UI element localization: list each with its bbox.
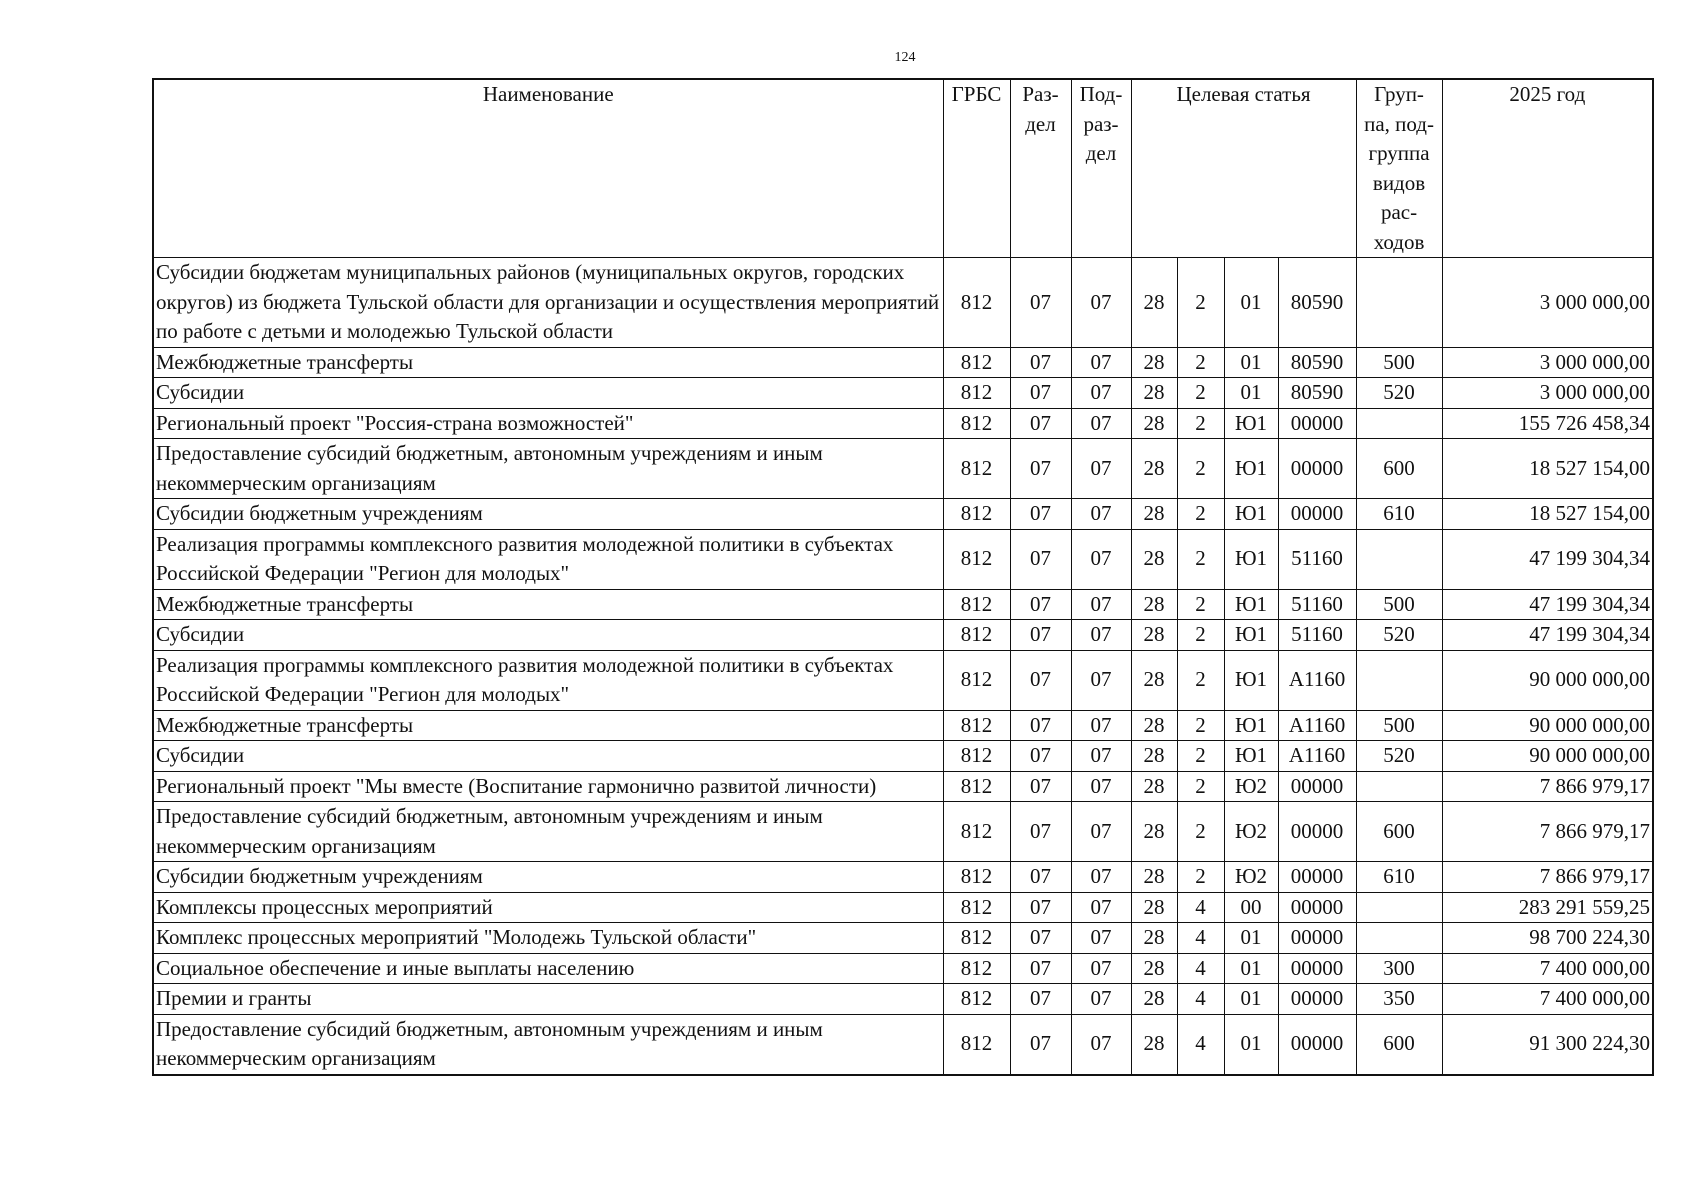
cell-amount: 3 000 000,00 xyxy=(1442,258,1653,348)
cell-target-type: 4 xyxy=(1177,923,1224,954)
cell-amount: 7 866 979,17 xyxy=(1442,771,1653,802)
cell-target-type: 4 xyxy=(1177,892,1224,923)
cell-target-type: 2 xyxy=(1177,741,1224,772)
cell-target-structure: 01 xyxy=(1224,923,1278,954)
cell-target-direction: 00000 xyxy=(1278,862,1356,893)
cell-target-program: 28 xyxy=(1131,347,1177,378)
cell-amount: 47 199 304,34 xyxy=(1442,620,1653,651)
cell-grbs: 812 xyxy=(943,589,1010,620)
cell-target-type: 2 xyxy=(1177,802,1224,862)
table-body xyxy=(153,258,1653,1075)
cell-target-program: 28 xyxy=(1131,589,1177,620)
cell-expense-group: 600 xyxy=(1356,439,1442,499)
cell-podrazdel: 07 xyxy=(1071,771,1131,802)
cell-target-direction: А1160 xyxy=(1278,741,1356,772)
header-target-article: Целевая статья xyxy=(1131,79,1356,258)
cell-razdel: 07 xyxy=(1010,802,1071,862)
cell-target-direction: 00000 xyxy=(1278,953,1356,984)
cell-target-program: 28 xyxy=(1131,1014,1177,1075)
cell-target-structure: Ю1 xyxy=(1224,499,1278,530)
cell-expense-group: 600 xyxy=(1356,802,1442,862)
table-row xyxy=(153,439,1653,499)
cell-razdel: 07 xyxy=(1010,741,1071,772)
cell-target-direction: 80590 xyxy=(1278,258,1356,348)
cell-target-program: 28 xyxy=(1131,923,1177,954)
cell-grbs: 812 xyxy=(943,499,1010,530)
table-row xyxy=(153,378,1653,409)
cell-target-program: 28 xyxy=(1131,408,1177,439)
header-year: 2025 год xyxy=(1442,79,1653,258)
cell-target-structure: 01 xyxy=(1224,258,1278,348)
cell-podrazdel: 07 xyxy=(1071,258,1131,348)
header-razdel: Раз- дел xyxy=(1010,79,1071,258)
cell-grbs: 812 xyxy=(943,741,1010,772)
cell-amount: 90 000 000,00 xyxy=(1442,710,1653,741)
cell-name: Реализация программы комплексного развития молодежной политики в субъектах Российской Федерации "Регион для молодых" xyxy=(153,650,943,710)
cell-grbs: 812 xyxy=(943,439,1010,499)
cell-podrazdel: 07 xyxy=(1071,892,1131,923)
cell-name: Субсидии бюджетам муниципальных районов (муниципальных округов, городских округов) из бюджета Тульской области для организации и осуществления мероприятий по работе с детьми и молодежью Тульской области xyxy=(153,258,943,348)
cell-target-type: 2 xyxy=(1177,347,1224,378)
cell-name: Субсидии бюджетным учреждениям xyxy=(153,862,943,893)
cell-target-structure: Ю1 xyxy=(1224,529,1278,589)
table-row xyxy=(153,529,1653,589)
cell-amount: 7 866 979,17 xyxy=(1442,802,1653,862)
budget-table xyxy=(152,78,1654,1076)
cell-target-type: 2 xyxy=(1177,258,1224,348)
cell-razdel: 07 xyxy=(1010,589,1071,620)
cell-razdel: 07 xyxy=(1010,984,1071,1015)
table-row xyxy=(153,620,1653,651)
cell-target-structure: Ю1 xyxy=(1224,439,1278,499)
cell-target-structure: 01 xyxy=(1224,1014,1278,1075)
cell-grbs: 812 xyxy=(943,650,1010,710)
cell-target-direction: 00000 xyxy=(1278,984,1356,1015)
cell-podrazdel: 07 xyxy=(1071,439,1131,499)
cell-target-program: 28 xyxy=(1131,802,1177,862)
cell-target-direction: 00000 xyxy=(1278,499,1356,530)
cell-grbs: 812 xyxy=(943,862,1010,893)
cell-target-direction: 00000 xyxy=(1278,1014,1356,1075)
cell-expense-group xyxy=(1356,923,1442,954)
cell-razdel: 07 xyxy=(1010,347,1071,378)
cell-podrazdel: 07 xyxy=(1071,741,1131,772)
cell-amount: 7 400 000,00 xyxy=(1442,953,1653,984)
table-row xyxy=(153,953,1653,984)
cell-target-structure: 01 xyxy=(1224,953,1278,984)
cell-grbs: 812 xyxy=(943,1014,1010,1075)
cell-target-program: 28 xyxy=(1131,439,1177,499)
table-row xyxy=(153,771,1653,802)
cell-amount: 47 199 304,34 xyxy=(1442,529,1653,589)
cell-name: Межбюджетные трансферты xyxy=(153,347,943,378)
cell-amount: 155 726 458,34 xyxy=(1442,408,1653,439)
table-row xyxy=(153,499,1653,530)
cell-target-program: 28 xyxy=(1131,620,1177,651)
cell-expense-group xyxy=(1356,650,1442,710)
cell-grbs: 812 xyxy=(943,408,1010,439)
page-number: 124 xyxy=(894,50,916,65)
cell-expense-group: 520 xyxy=(1356,620,1442,651)
cell-target-type: 2 xyxy=(1177,862,1224,893)
cell-podrazdel: 07 xyxy=(1071,862,1131,893)
cell-target-direction: 00000 xyxy=(1278,923,1356,954)
cell-amount: 90 000 000,00 xyxy=(1442,650,1653,710)
cell-target-type: 4 xyxy=(1177,1014,1224,1075)
cell-target-structure: Ю2 xyxy=(1224,802,1278,862)
cell-target-direction: 80590 xyxy=(1278,378,1356,409)
cell-target-direction: 00000 xyxy=(1278,439,1356,499)
cell-target-program: 28 xyxy=(1131,741,1177,772)
cell-grbs: 812 xyxy=(943,347,1010,378)
table-row xyxy=(153,923,1653,954)
cell-name: Субсидии xyxy=(153,620,943,651)
cell-expense-group: 500 xyxy=(1356,710,1442,741)
cell-expense-group: 520 xyxy=(1356,741,1442,772)
cell-target-direction: 00000 xyxy=(1278,892,1356,923)
cell-expense-group xyxy=(1356,529,1442,589)
cell-target-type: 2 xyxy=(1177,589,1224,620)
cell-name: Премии и гранты xyxy=(153,984,943,1015)
cell-target-structure: 00 xyxy=(1224,892,1278,923)
cell-name: Комплексы процессных мероприятий xyxy=(153,892,943,923)
cell-grbs: 812 xyxy=(943,620,1010,651)
cell-grbs: 812 xyxy=(943,710,1010,741)
cell-target-type: 2 xyxy=(1177,620,1224,651)
cell-expense-group xyxy=(1356,408,1442,439)
cell-target-direction: 80590 xyxy=(1278,347,1356,378)
cell-podrazdel: 07 xyxy=(1071,347,1131,378)
cell-expense-group: 500 xyxy=(1356,589,1442,620)
header-expense-group: Груп- па, под- группа видов рас- ходов xyxy=(1356,79,1442,258)
cell-target-structure: 01 xyxy=(1224,378,1278,409)
cell-grbs: 812 xyxy=(943,923,1010,954)
cell-target-program: 28 xyxy=(1131,892,1177,923)
cell-amount: 18 527 154,00 xyxy=(1442,499,1653,530)
cell-amount: 7 866 979,17 xyxy=(1442,862,1653,893)
cell-name: Комплекс процессных мероприятий "Молодежь Тульской области" xyxy=(153,923,943,954)
cell-razdel: 07 xyxy=(1010,923,1071,954)
cell-target-program: 28 xyxy=(1131,650,1177,710)
header-name: Наименование xyxy=(153,79,943,258)
cell-target-type: 2 xyxy=(1177,710,1224,741)
cell-target-program: 28 xyxy=(1131,710,1177,741)
cell-podrazdel: 07 xyxy=(1071,589,1131,620)
cell-name: Реализация программы комплексного развития молодежной политики в субъектах Российской Федерации "Регион для молодых" xyxy=(153,529,943,589)
cell-razdel: 07 xyxy=(1010,258,1071,348)
table-row xyxy=(153,862,1653,893)
cell-expense-group: 600 xyxy=(1356,1014,1442,1075)
cell-target-program: 28 xyxy=(1131,529,1177,589)
cell-target-type: 2 xyxy=(1177,439,1224,499)
cell-razdel: 07 xyxy=(1010,1014,1071,1075)
table-row xyxy=(153,741,1653,772)
cell-target-type: 2 xyxy=(1177,378,1224,409)
cell-grbs: 812 xyxy=(943,771,1010,802)
cell-target-structure: Ю1 xyxy=(1224,741,1278,772)
cell-target-direction: 51160 xyxy=(1278,529,1356,589)
cell-expense-group: 520 xyxy=(1356,378,1442,409)
table-row xyxy=(153,589,1653,620)
cell-target-type: 2 xyxy=(1177,408,1224,439)
table-row xyxy=(153,892,1653,923)
cell-razdel: 07 xyxy=(1010,650,1071,710)
table-row xyxy=(153,710,1653,741)
cell-target-structure: Ю2 xyxy=(1224,862,1278,893)
cell-razdel: 07 xyxy=(1010,862,1071,893)
cell-razdel: 07 xyxy=(1010,439,1071,499)
cell-target-type: 2 xyxy=(1177,771,1224,802)
cell-grbs: 812 xyxy=(943,802,1010,862)
cell-razdel: 07 xyxy=(1010,710,1071,741)
cell-grbs: 812 xyxy=(943,892,1010,923)
cell-expense-group xyxy=(1356,892,1442,923)
table-row xyxy=(153,258,1653,348)
table-row xyxy=(153,802,1653,862)
cell-razdel: 07 xyxy=(1010,408,1071,439)
cell-name: Предоставление субсидий бюджетным, автономным учреждениям и иным некоммерческим организациям xyxy=(153,1014,943,1075)
cell-grbs: 812 xyxy=(943,258,1010,348)
cell-razdel: 07 xyxy=(1010,499,1071,530)
cell-podrazdel: 07 xyxy=(1071,620,1131,651)
cell-name: Региональный проект "Мы вместе (Воспитание гармонично развитой личности) xyxy=(153,771,943,802)
cell-podrazdel: 07 xyxy=(1071,710,1131,741)
cell-name: Субсидии xyxy=(153,741,943,772)
table-header-row xyxy=(153,79,1653,258)
cell-target-type: 4 xyxy=(1177,953,1224,984)
cell-target-direction: А1160 xyxy=(1278,650,1356,710)
cell-grbs: 812 xyxy=(943,984,1010,1015)
header-grbs: ГРБС xyxy=(943,79,1010,258)
cell-name: Субсидии бюджетным учреждениям xyxy=(153,499,943,530)
cell-razdel: 07 xyxy=(1010,771,1071,802)
cell-grbs: 812 xyxy=(943,378,1010,409)
cell-name: Предоставление субсидий бюджетным, автономным учреждениям и иным некоммерческим организациям xyxy=(153,439,943,499)
cell-razdel: 07 xyxy=(1010,529,1071,589)
cell-razdel: 07 xyxy=(1010,953,1071,984)
cell-target-direction: А1160 xyxy=(1278,710,1356,741)
cell-name: Предоставление субсидий бюджетным, автономным учреждениям и иным некоммерческим организациям xyxy=(153,802,943,862)
table-row xyxy=(153,984,1653,1015)
cell-name: Региональный проект "Россия-страна возможностей" xyxy=(153,408,943,439)
cell-target-structure: 01 xyxy=(1224,347,1278,378)
cell-target-structure: Ю1 xyxy=(1224,650,1278,710)
cell-razdel: 07 xyxy=(1010,378,1071,409)
cell-target-program: 28 xyxy=(1131,378,1177,409)
cell-target-program: 28 xyxy=(1131,499,1177,530)
table-row xyxy=(153,650,1653,710)
cell-expense-group xyxy=(1356,771,1442,802)
cell-target-program: 28 xyxy=(1131,984,1177,1015)
cell-expense-group: 610 xyxy=(1356,862,1442,893)
cell-amount: 3 000 000,00 xyxy=(1442,378,1653,409)
cell-amount: 90 000 000,00 xyxy=(1442,741,1653,772)
cell-target-type: 4 xyxy=(1177,984,1224,1015)
cell-target-direction: 00000 xyxy=(1278,408,1356,439)
cell-razdel: 07 xyxy=(1010,620,1071,651)
cell-expense-group: 300 xyxy=(1356,953,1442,984)
cell-amount: 18 527 154,00 xyxy=(1442,439,1653,499)
cell-target-structure: Ю2 xyxy=(1224,771,1278,802)
cell-target-type: 2 xyxy=(1177,650,1224,710)
cell-podrazdel: 07 xyxy=(1071,1014,1131,1075)
cell-target-program: 28 xyxy=(1131,862,1177,893)
cell-expense-group xyxy=(1356,258,1442,348)
cell-name: Социальное обеспечение и иные выплаты населению xyxy=(153,953,943,984)
cell-target-direction: 51160 xyxy=(1278,620,1356,651)
cell-target-structure: 01 xyxy=(1224,984,1278,1015)
cell-target-type: 2 xyxy=(1177,499,1224,530)
table-row xyxy=(153,408,1653,439)
cell-target-direction: 51160 xyxy=(1278,589,1356,620)
cell-target-structure: Ю1 xyxy=(1224,589,1278,620)
cell-podrazdel: 07 xyxy=(1071,984,1131,1015)
header-podrazdel: Под- раз- дел xyxy=(1071,79,1131,258)
cell-amount: 47 199 304,34 xyxy=(1442,589,1653,620)
cell-target-program: 28 xyxy=(1131,258,1177,348)
cell-podrazdel: 07 xyxy=(1071,499,1131,530)
cell-podrazdel: 07 xyxy=(1071,378,1131,409)
cell-podrazdel: 07 xyxy=(1071,529,1131,589)
cell-amount: 7 400 000,00 xyxy=(1442,984,1653,1015)
cell-expense-group: 610 xyxy=(1356,499,1442,530)
table-row xyxy=(153,347,1653,378)
cell-podrazdel: 07 xyxy=(1071,953,1131,984)
cell-podrazdel: 07 xyxy=(1071,802,1131,862)
cell-podrazdel: 07 xyxy=(1071,923,1131,954)
cell-expense-group: 500 xyxy=(1356,347,1442,378)
cell-podrazdel: 07 xyxy=(1071,650,1131,710)
cell-target-direction: 00000 xyxy=(1278,771,1356,802)
cell-podrazdel: 07 xyxy=(1071,408,1131,439)
cell-name: Межбюджетные трансферты xyxy=(153,710,943,741)
cell-target-program: 28 xyxy=(1131,771,1177,802)
cell-target-direction: 00000 xyxy=(1278,802,1356,862)
cell-target-structure: Ю1 xyxy=(1224,620,1278,651)
table-row xyxy=(153,1014,1653,1075)
cell-target-structure: Ю1 xyxy=(1224,710,1278,741)
cell-amount: 3 000 000,00 xyxy=(1442,347,1653,378)
cell-target-structure: Ю1 xyxy=(1224,408,1278,439)
cell-expense-group: 350 xyxy=(1356,984,1442,1015)
cell-razdel: 07 xyxy=(1010,892,1071,923)
cell-grbs: 812 xyxy=(943,529,1010,589)
cell-grbs: 812 xyxy=(943,953,1010,984)
cell-amount: 283 291 559,25 xyxy=(1442,892,1653,923)
cell-name: Межбюджетные трансферты xyxy=(153,589,943,620)
cell-target-type: 2 xyxy=(1177,529,1224,589)
cell-name: Субсидии xyxy=(153,378,943,409)
cell-amount: 91 300 224,30 xyxy=(1442,1014,1653,1075)
cell-amount: 98 700 224,30 xyxy=(1442,923,1653,954)
cell-target-program: 28 xyxy=(1131,953,1177,984)
